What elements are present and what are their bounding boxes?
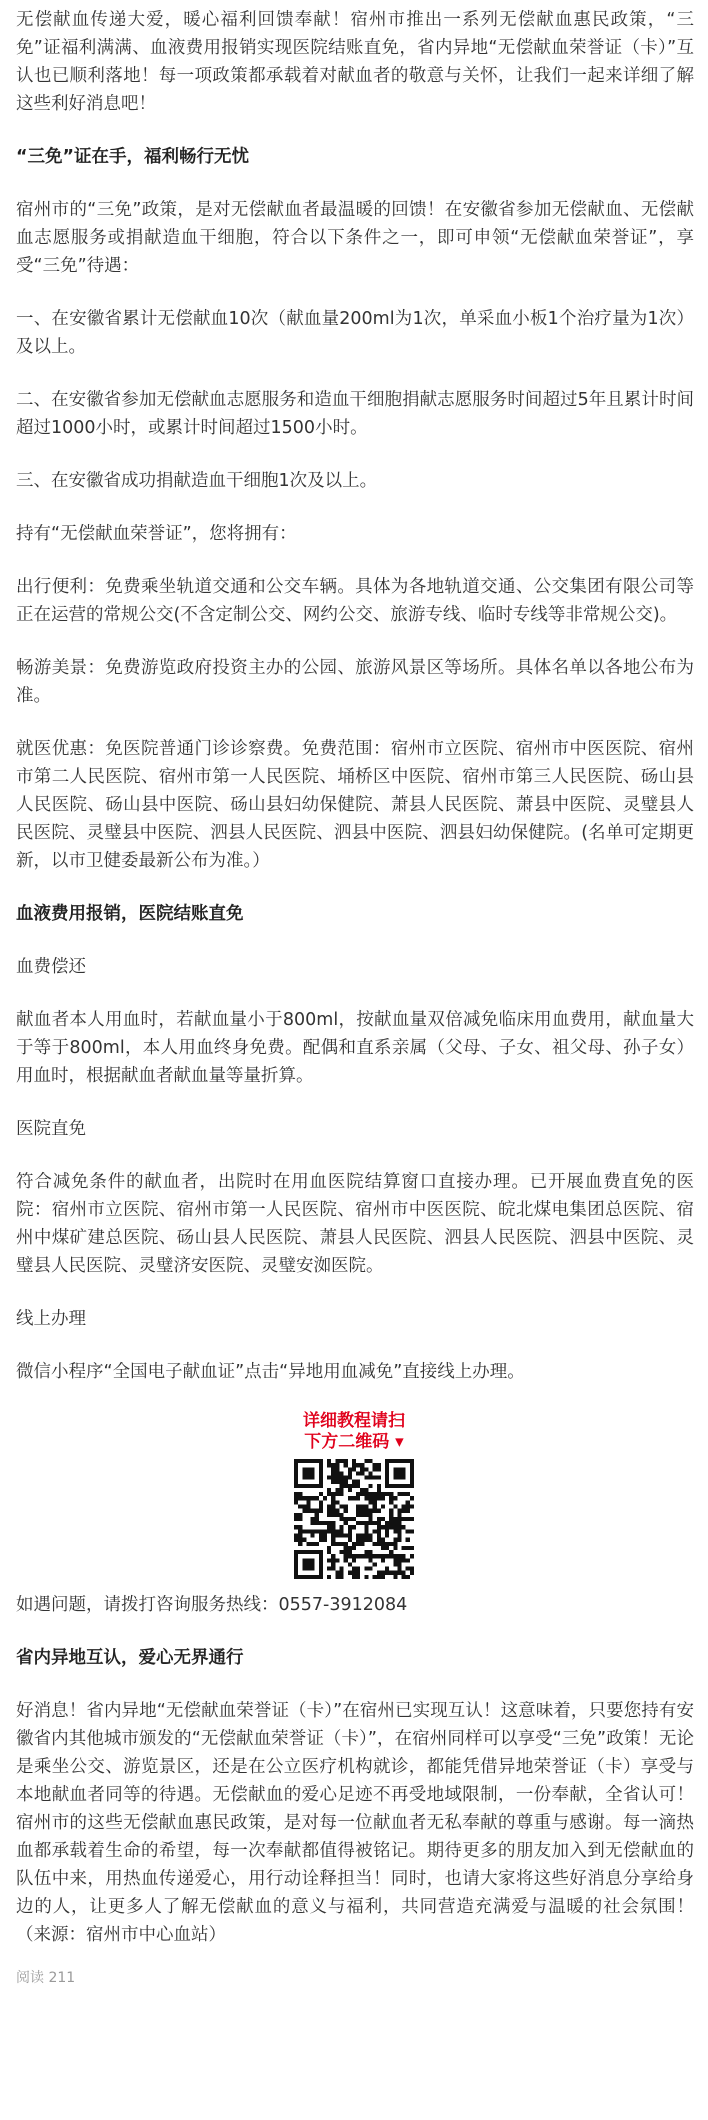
hotline-text: 如遇问题，请拨打咨询服务热线：0557-3912084 xyxy=(16,1595,408,1615)
read-count: 阅读 211 xyxy=(16,1970,76,1986)
mutual-recognition-text: 好消息！省内异地“无偿献血荣誉证（卡）”在宿州已实现互认！这意味着，只要您持有安徽省内其他城市颁发的“无偿献血荣誉证（卡）”，在宿州同样可以享受“三免”政策！无论是乘坐公交、游览景区，还是在公立医疗机构就诊，都能凭借异地荣誉证（卡）享受与本地献血者同等的待遇。无偿献血的爱心足迹不再受地域限制，一份奉献，全省认可！ 宿州市的这些无偿献血惠民政策，是对每一位献血者无私奉献的尊重与感谢。每一滴热血都承载着生命的希望，每一次奉献都值得被铭记。期待更多的朋友加入到无偿献血的队伍中来，用热血传递爱心，用行动诠释担当！同时，也请大家将这些好消息分享给身边的人，让更多人了解无偿献血的意义与福利，共同营造充满爱与温暖的社会氛围！（来源：宿州市中心血站） xyxy=(16,1701,694,1945)
intro-paragraph: 无偿献血传递大爱，暖心福利回馈奉献！宿州市推出一系列无偿献血惠民政策，“三免”证福利满满、血液费用报销实现医院结账直免，省内异地“无偿献血荣誉证（卡）”互认也已顺利落地！每一项政策都承载着对献血者的敬意与关怀，让我们一起来详细了解这些利好消息吧！ xyxy=(16,10,694,114)
section-title-mutual-recognition: 省内异地互认，爱心无界通行 xyxy=(16,1648,244,1668)
qr-code-icon[interactable] xyxy=(294,1459,414,1579)
sanmian-intro: 宿州市的“三免”政策，是对无偿献血者最温暖的回馈！在安徽省参加无偿献血、无偿献血志愿服务或捐献造血干细胞，符合以下条件之一，即可申领“无偿献血荣誉证”，享受“三免”待遇： xyxy=(16,200,694,276)
benefit-scenic: 畅游美景：免费游览政府投资主办的公园、旅游风景区等场所。具体名单以各地公布为准。 xyxy=(16,658,694,706)
condition-2: 二、在安徽省参加无偿献血志愿服务和造血干细胞捐献志愿服务时间超过5年且累计时间超过1000小时，或累计时间超过1500小时。 xyxy=(16,390,694,438)
qr-block xyxy=(0,1411,708,1579)
condition-1: 一、在安徽省累计无偿献血10次（献血量200ml为1次，单采血小板1个治疗量为1次）及以上。 xyxy=(16,309,694,357)
online-text: 微信小程序“全国电子献血证”点击“异地用血减免”直接线上办理。 xyxy=(16,1362,525,1382)
section-title-blood-fee: 血液费用报销，医院结账直免 xyxy=(16,904,244,924)
qr-caption xyxy=(303,1411,405,1453)
section-title-sanmian: “三免”证在手，福利畅行无忧 xyxy=(16,147,250,167)
benefit-medical: 就医优惠：免医院普通门诊诊察费。免费范围：宿州市立医院、宿州市中医医院、宿州市第二人民医院、宿州市第一人民医院、埇桥区中医院、宿州市第三人民医院、砀山县人民医院、砀山县中医院、砀山县妇幼保健院、萧县人民医院、萧县中医院、灵璧县人民医院、灵璧县中医院、泗县人民医院、泗县中医院、泗县妇幼保健院。(名单可定期更新，以市卫健委最新公布为准。） xyxy=(16,739,694,871)
benefits-intro: 持有“无偿献血荣誉证”，您将拥有： xyxy=(16,524,297,544)
direct-waiver-text: 符合减免条件的献血者，出院时在用血医院结算窗口直接办理。已开展血费直免的医院：宿州市立医院、宿州市第一人民医院、宿州市中医医院、皖北煤电集团总医院、宿州中煤矿建总医院、砀山县人民医院、萧县人民医院、泗县人民医院、泗县中医院、灵璧县人民医院、灵璧济安医院、灵璧安洳医院。 xyxy=(16,1172,694,1276)
condition-3: 三、在安徽省成功捐献造血干细胞1次及以上。 xyxy=(16,471,378,491)
qr-caption-line-1: 详细教程请扫 xyxy=(303,1411,405,1431)
subsection-title-repayment: 血费偿还 xyxy=(16,957,86,977)
subsection-title-online: 线上办理 xyxy=(16,1309,86,1329)
qr-caption-line-2: 下方二维码 ▾ xyxy=(304,1432,404,1452)
benefit-travel: 出行便利：免费乘坐轨道交通和公交车辆。具体为各地轨道交通、公交集团有限公司等正在运营的常规公交(不含定制公交、网约公交、旅游专线、临时专线等非常规公交)。 xyxy=(16,577,694,625)
subsection-title-direct-waiver: 医院直免 xyxy=(16,1119,86,1139)
repayment-text: 献血者本人用血时，若献血量小于800ml，按献血量双倍减免临床用血费用，献血量大于等于800ml，本人用血终身免费。配偶和直系亲属（父母、子女、祖父母、孙子女）用血时，根据献血者献血量等量折算。 xyxy=(16,1010,694,1086)
